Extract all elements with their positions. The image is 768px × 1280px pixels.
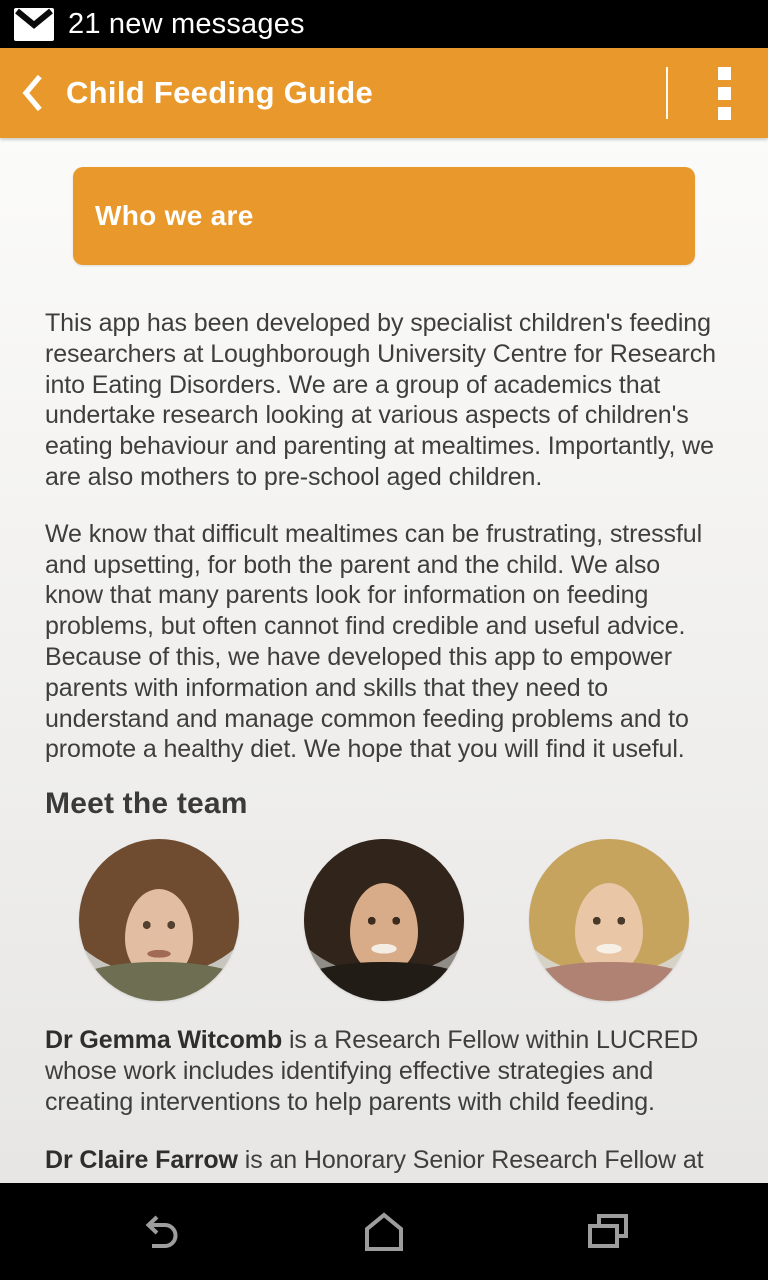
avatar-shoulders	[529, 962, 689, 1001]
notification-text: 21 new messages	[68, 7, 305, 40]
mission-paragraph: We know that difficult mealtimes can be frustrating, stressful and upsetting, for both the parent and the child. We also know that many parents look for information on feeding problems, but often cannot find credible and useful advice. Because of this, we have developed this app to empower parents with information and skills that they need to understand and manage common feeding problems and to promote a healthy diet. We hope that you will find it useful.	[45, 519, 703, 764]
nav-home-button[interactable]	[360, 1208, 408, 1256]
avatar-face	[575, 883, 643, 973]
back-button[interactable]	[4, 61, 60, 125]
team-heading: Meet the team	[45, 787, 248, 821]
team-avatar-3	[529, 839, 689, 1001]
back-icon	[136, 1208, 184, 1256]
app-bar	[0, 48, 768, 138]
android-nav-bar	[0, 1183, 768, 1280]
intro-paragraph: This app has been developed by specialist children's feeding researchers at Loughborough University Centre for Research into Eating Disorders. We are a group of academics that undertake research looking at various aspects of children's eating behaviour and parenting at mealtimes. Importantly, we are also mothers to pre-school aged children.	[45, 309, 716, 491]
team-avatar-1	[79, 839, 239, 1001]
back-chevron-icon	[19, 71, 45, 115]
bio-text: is a Research Fellow within LUCRED whose work includes identifying effective strategies and creating interventions to help parents with child feeding.	[45, 1026, 699, 1116]
avatar-face	[350, 883, 418, 973]
bio-name: Dr Claire Farrow	[45, 1145, 238, 1174]
avatar-shoulders	[304, 962, 464, 1001]
nav-recents-button[interactable]	[584, 1208, 632, 1256]
overflow-menu-button[interactable]	[698, 58, 750, 128]
home-icon	[360, 1208, 408, 1256]
who-we-are-button[interactable]: Who we are	[73, 167, 695, 265]
bio-text: is an Honorary Senior Research Fellow at	[237, 1145, 704, 1174]
nav-back-button[interactable]	[136, 1208, 184, 1256]
bio-name: Dr Gemma Witcomb	[45, 1026, 283, 1055]
bio-claire-farrow	[45, 1145, 723, 1174]
team-avatars-row	[45, 839, 723, 1001]
bio-gemma-witcomb	[45, 1025, 723, 1117]
overflow-menu-icon	[718, 67, 731, 80]
content-scroll-area[interactable]	[0, 138, 768, 1183]
status-bar	[0, 0, 768, 48]
mail-icon	[14, 8, 54, 41]
avatar-shoulders	[79, 962, 239, 1001]
page-title: Child Feeding Guide	[66, 75, 374, 110]
team-avatar-2	[304, 839, 464, 1001]
recents-icon	[584, 1208, 632, 1256]
appbar-divider	[666, 67, 668, 119]
